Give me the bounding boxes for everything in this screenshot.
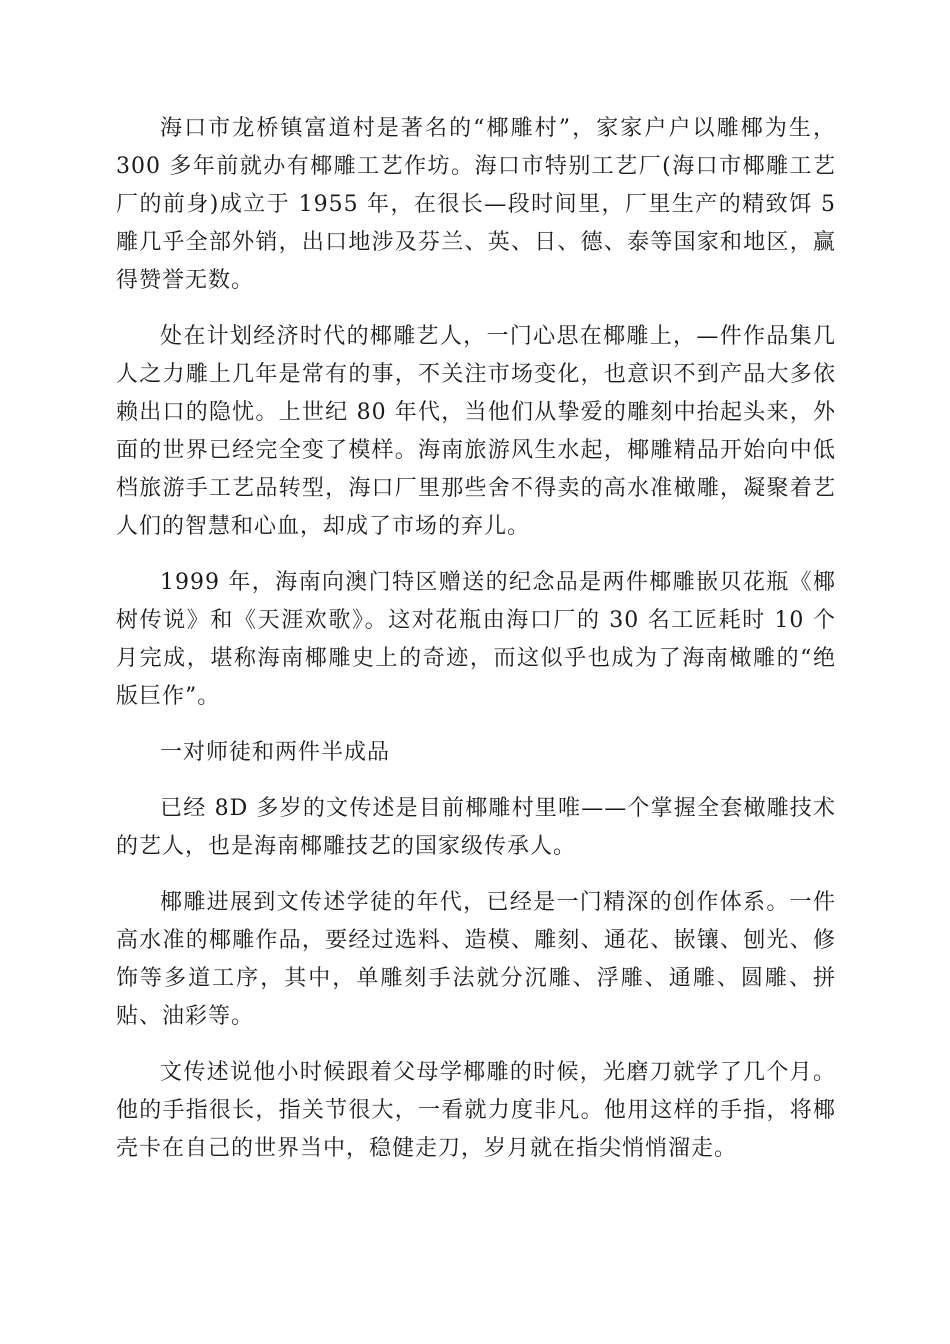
article-body <box>116 110 836 1186</box>
paragraph: 椰雕进展到文传述学徒的年代，已经是一门精深的创作体系。一件高水准的椰雕作品，要经过选料、造模、雕刻、通花、嵌镶、刨光、修饰等多道工序，其中，单雕刻手法就分沉雕、浮雕、通雕、圆雕、拼贴、油彩等。 <box>116 890 836 1029</box>
section-heading: 一对师徒和两件半成品 <box>160 740 391 765</box>
paragraph: 已经 8D 多岁的文传述是目前椰雕村里唯——个掌握全套橄雕技术的艺人，也是海南椰雕技艺的国家级传承人。 <box>116 796 836 859</box>
paragraph: 处在计划经济时代的椰雕艺人，一门心思在椰雕上，—件作品集几人之力雕上几年是常有的事，不关注市场变化，也意识不到产品大多依赖出口的隐忧。上世纪 80 年代，当他们从挚爱的雕刻中抬起头来，外面的世界已经完全变了模样。海南旅游风生水起，椰雕精品开始向中低档旅游手工艺品转型，海口厂里那些舍不得卖的高水准橄雕，凝聚着艺人们的智慧和心血，却成了市场的弃儿。 <box>116 324 836 539</box>
paragraph: 1999 年，海南向澳门特区赠送的纪念品是两件椰雕嵌贝花瓶《椰树传说》和《天涯欢歌》。这对花瓶由海口厂的 30 名工匠耗时 10 个月完成，堪称海南椰雕史上的奇迹，而这似乎也成为了海南橄雕的“绝版巨作”。 <box>116 570 836 709</box>
paragraph: 文传述说他小时候跟着父母学椰雕的时候，光磨刀就学了几个月。他的手指很长，指关节很大，一看就力度非凡。他用这样的手指，将椰壳卡在自己的世界当中，稳健走刀，岁月就在指尖悄悄溜走。 <box>116 1060 836 1161</box>
paragraph: 海口市龙桥镇富道村是著名的“椰雕村”，家家户户以雕椰为生，300 多年前就办有椰雕工艺作坊。海口市特别工艺厂(海口市椰雕工艺厂的前身)成立于 1955 年，在很长—段时间里，厂里生产的精致饵 5 雕几乎全部外销，出口地涉及芬兰、英、日、德、泰等国家和地区，赢得赞誉无数。 <box>116 116 836 293</box>
